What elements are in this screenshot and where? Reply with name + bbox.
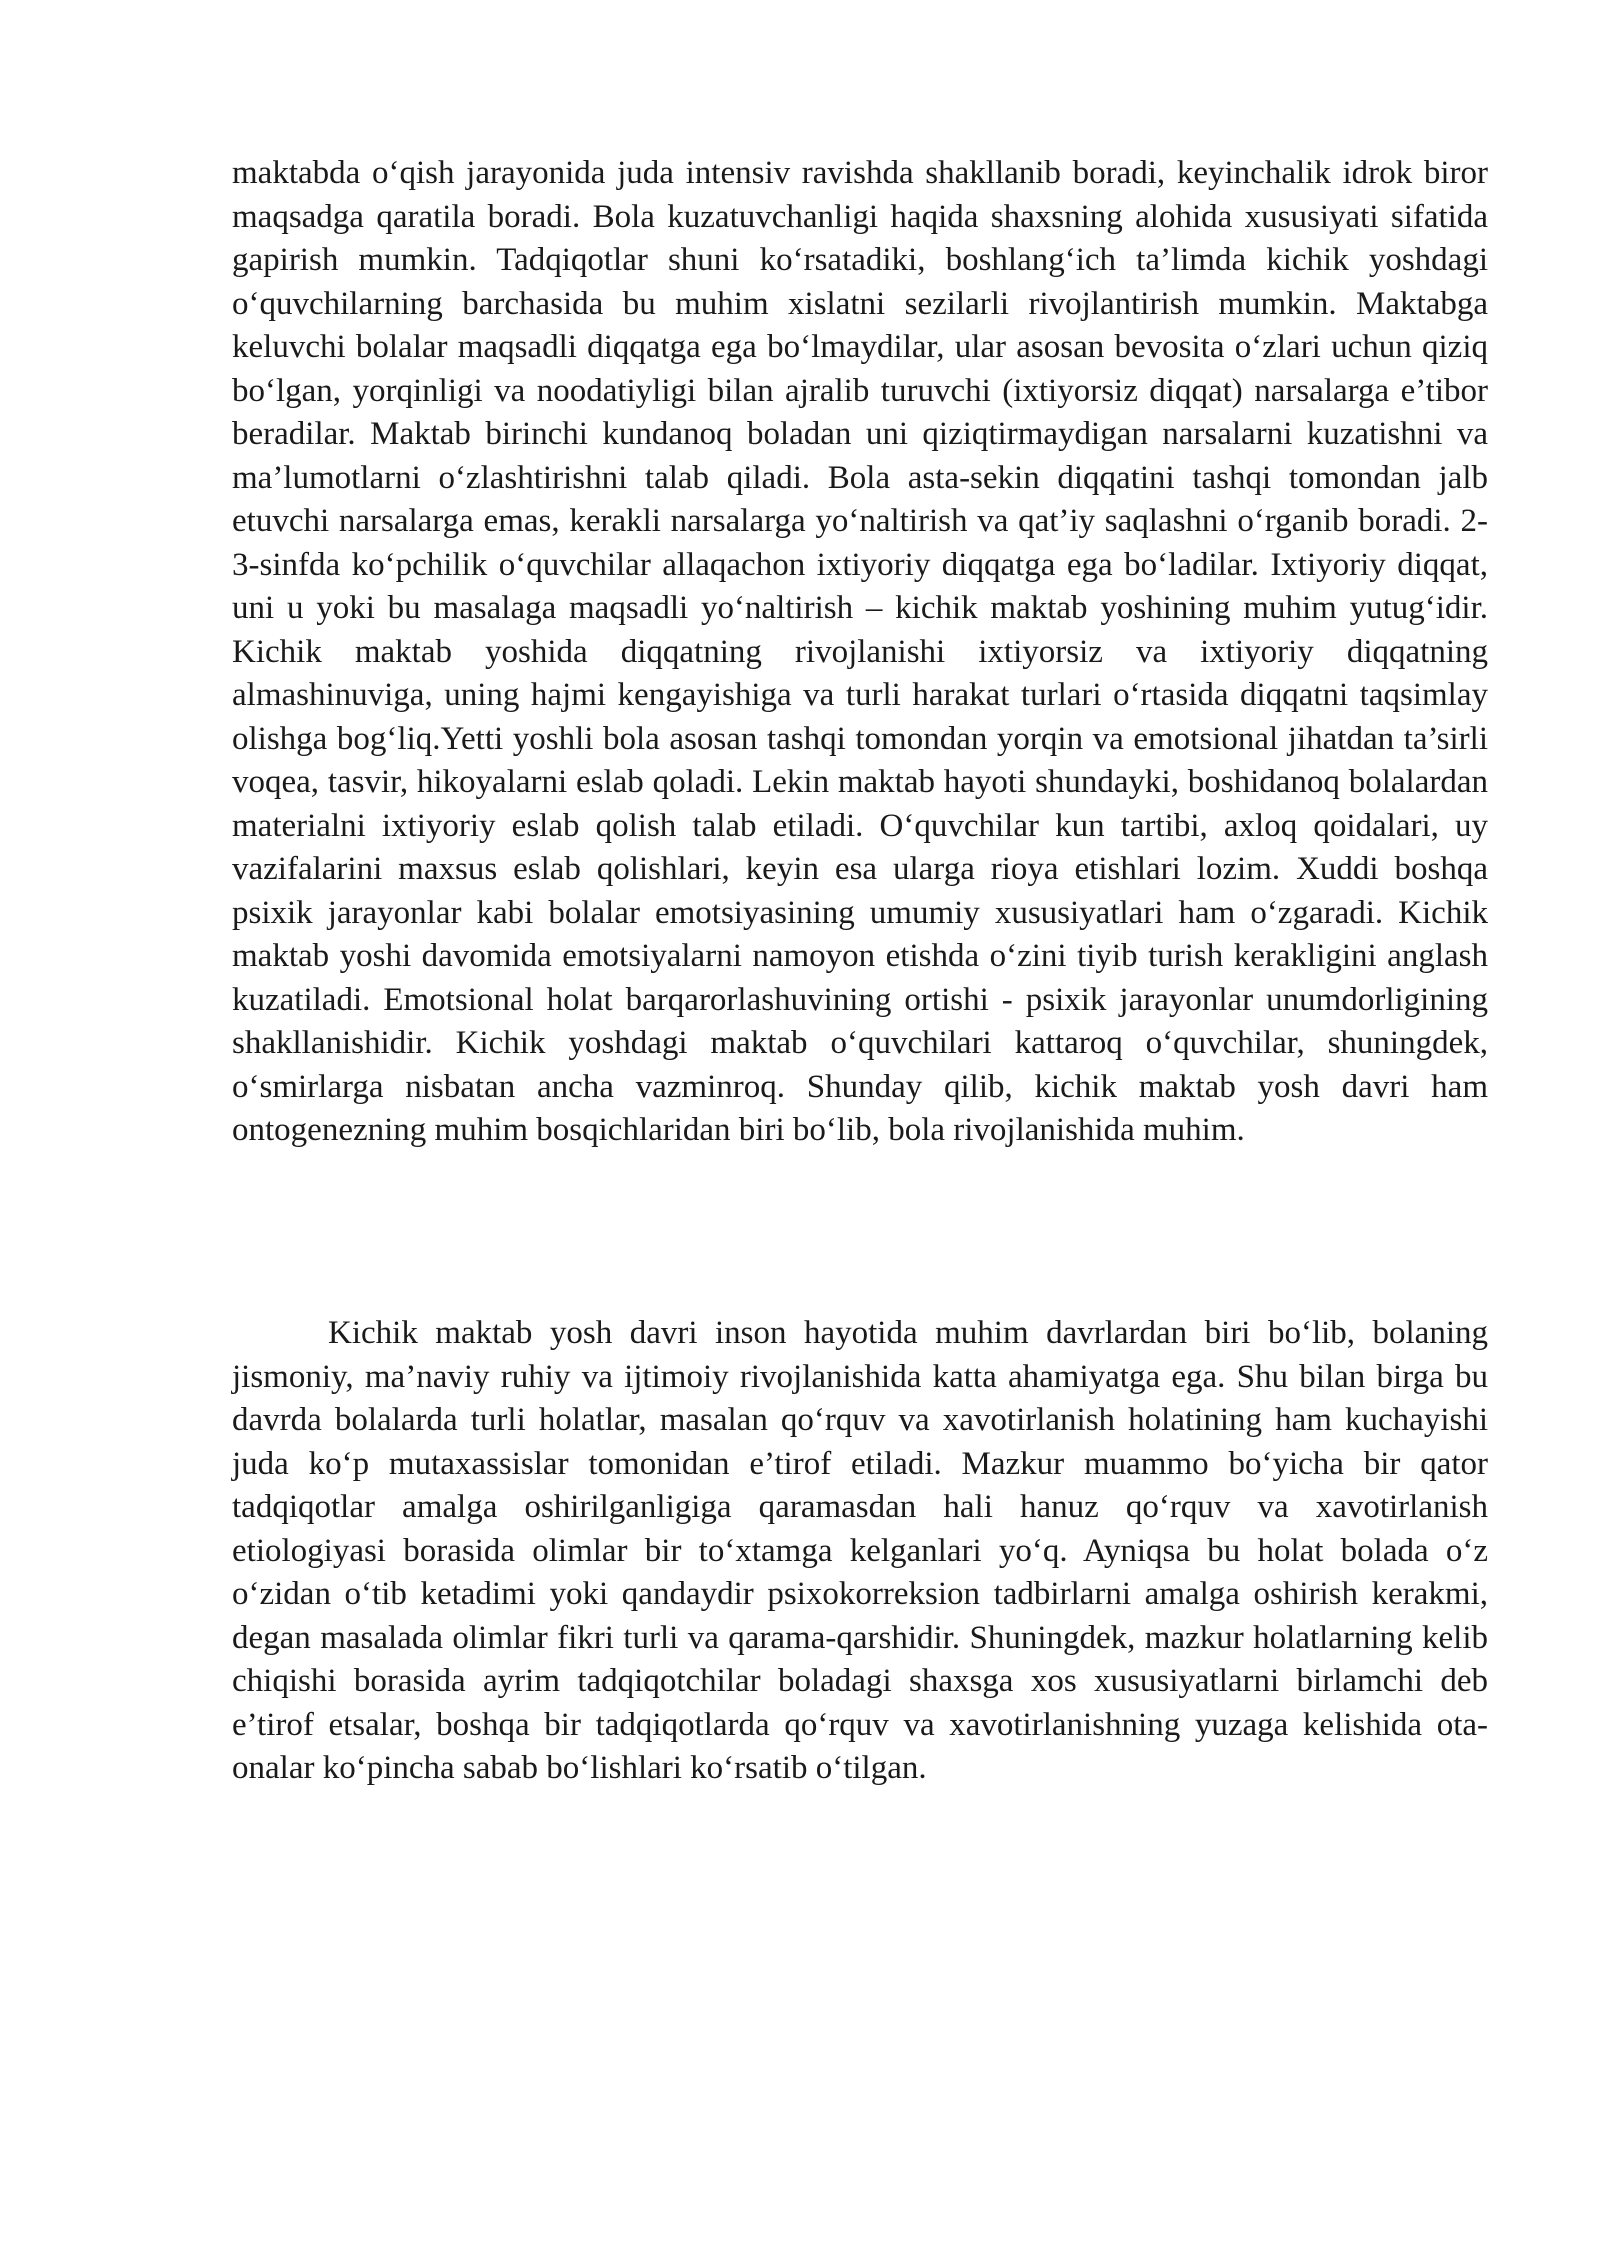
body-paragraph-1: maktabda o‘qish jarayonida juda intensiv ravishda shakllanib boradi, keyinchalik idrok biror maqsadga qaratila boradi. Bola kuzatuvchanligi haqida shaxsning alohida xususiyati sifatida gapirish mumkin. Tadqiqotlar shuni ko‘rsatadiki, boshlang‘ich ta’limda kichik yoshdagi o‘quvchilarning barchasida bu muhim xislatni sezilarli rivojlantirish mumkin. Maktabga keluvchi bolalar maqsadli diqqatga ega bo‘lmaydilar, ular asosan bevosita o‘zlari uchun qiziq bo‘lgan, yorqinligi va noodatiyligi bilan ajralib turuvchi (ixtiyorsiz diqqat) narsalarga e’tibor beradilar. Maktab birinchi kundanoq boladan uni qiziqtirmaydigan narsalarni kuzatishni va ma’lumotlarni o‘zlashtirishni talab qiladi. Bola asta-sekin diqqatini tashqi tomondan jalb etuvchi narsalarga emas, kerakli narsalarga yo‘naltirish va qat’iy saqlashni o‘rganib boradi. 2-3-sinfda ko‘pchilik o‘quvchilar allaqachon ixtiyoriy diqqatga ega bo‘ladilar. Ixtiyoriy diqqat, uni u yoki bu masalaga maqsadli yo‘naltirish – kichik maktab yoshining muhim yutug‘idir. Kichik maktab yoshida diqqatning rivojlanishi ixtiyorsiz va ixtiyoriy diqqatning almashinuviga, uning hajmi kengayishiga va turli harakat turlari o‘rtasida diqqatni taqsimlay olishga bog‘liq.Yetti yoshli bola asosan tashqi tomondan yorqin va emotsional jihatdan ta’sirli voqea, tasvir, hikoyalarni eslab qoladi. Lekin maktab hayoti shundayki, boshidanoq bolalardan materialni ixtiyoriy eslab qolish talab etiladi. O‘quvchilar kun tartibi, axloq qoidalari, uy vazifalarini maxsus eslab qolishlari, keyin esa ularga rioya etishlari lozim. Xuddi boshqa psixik jarayonlar kabi bolalar emotsiyasining umumiy xususiyatlari ham o‘zgaradi. Kichik maktab yoshi davomida emotsiyalarni namoyon etishda o‘zini tiyib turish kerakligini anglash kuzatiladi. Emotsional holat barqarorlashuvining ortishi - psixik jarayonlar unumdorligining shakllanishidir. Kichik yoshdagi maktab o‘quvchilari kattaroq o‘quvchilar, shuningdek, o‘smirlarga nisbatan ancha vazminroq. Shunday qilib, kichik maktab yosh davri ham ontogenezning muhim bosqichlaridan biri bo‘lib, bola rivojlanishida muhim. (232, 155, 1488, 1148)
body-paragraph-2: Kichik maktab yosh davri inson hayotida muhim davrlardan biri bo‘lib, bolaning jismoniy, ma’naviy ruhiy va ijtimoiy rivojlanishida katta ahamiyatga ega. Shu bilan birga bu davrda bolalarda turli holatlar, masalan qo‘rquv va xavotirlanish holatining ham kuchayishi juda ko‘p mutaxassislar tomonidan e’tirof etiladi. Mazkur muammo bo‘yicha bir qator tadqiqotlar amalga oshirilganligiga qaramasdan hali hanuz qo‘rquv va xavotirlanish etiologiyasi borasida olimlar bir to‘xtamga kelganlari yo‘q. Ayniqsa bu holat bolada o‘z o‘zidan o‘tib ketadimi yoki qandaydir psixokorreksion tadbirlarni amalga oshirish kerakmi, degan masalada olimlar fikri turli va qarama-qarshidir. Shuningdek, mazkur holatlarning kelib chiqishi borasida ayrim tadqiqotchilar boladagi shaxsga xos xususiyatlarni birlamchi deb e’tirof etsalar, boshqa bir tadqiqotlarda qo‘rquv va xavotirlanishning yuzaga kelishida ota-onalar ko‘pincha sabab bo‘lishlari ko‘rsatib o‘tilgan. (232, 1315, 1488, 1786)
